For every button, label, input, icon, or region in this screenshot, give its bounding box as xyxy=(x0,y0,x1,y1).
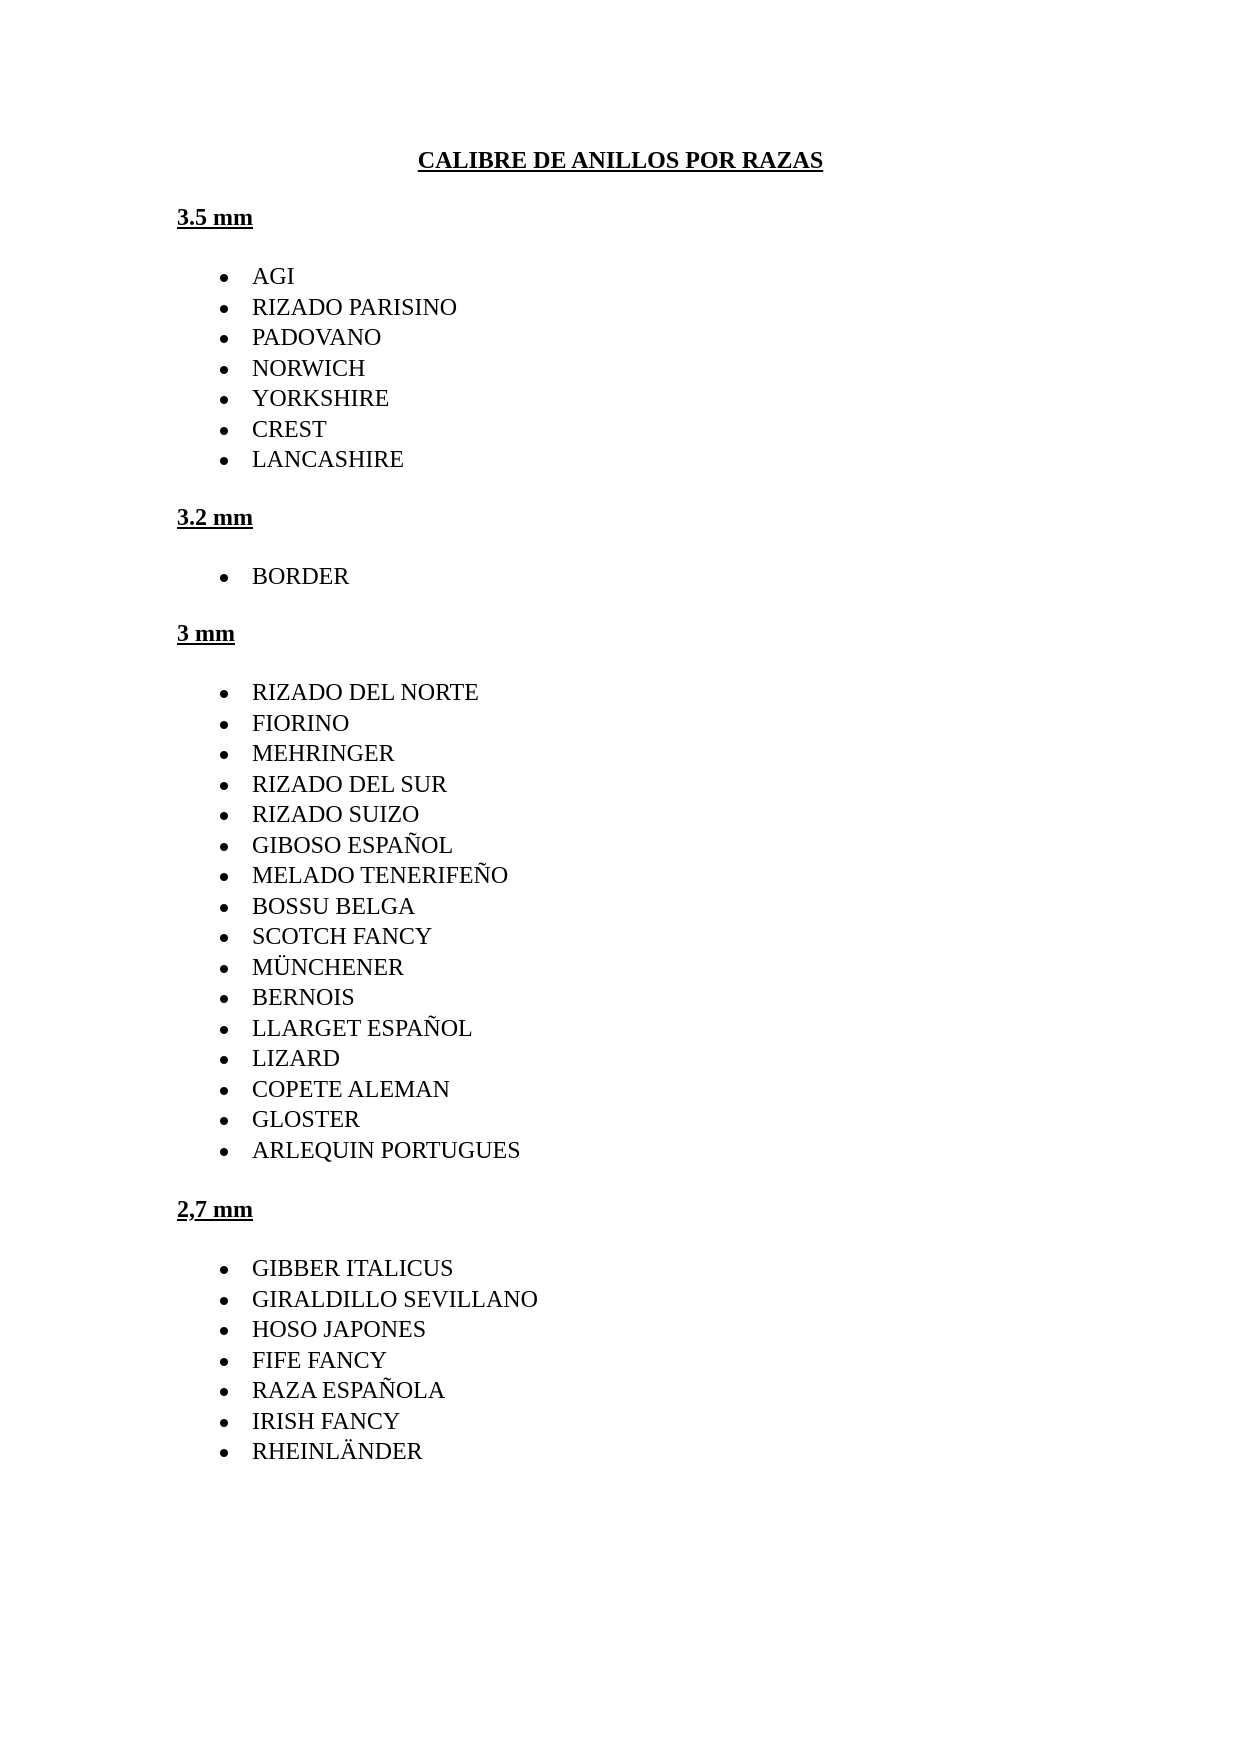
breed-name: AGI xyxy=(252,264,295,290)
bullet-icon xyxy=(220,1327,228,1335)
bullet-icon xyxy=(220,873,228,881)
breed-name: BERNOIS xyxy=(252,985,355,1011)
breed-name: GLOSTER xyxy=(252,1107,360,1133)
bullet-icon xyxy=(220,1297,228,1305)
breed-name: LANCASHIRE xyxy=(252,447,405,473)
bullet-icon xyxy=(220,1148,228,1156)
bullet-icon xyxy=(220,721,228,729)
bullet-icon xyxy=(220,904,228,912)
breed-name: RIZADO DEL SUR xyxy=(252,771,448,798)
breed-name: GIBBER ITALICUS xyxy=(252,1256,454,1282)
bullet-icon xyxy=(220,812,228,820)
bullet-icon xyxy=(220,335,228,343)
bullet-icon xyxy=(220,1087,228,1095)
bullet-icon xyxy=(220,1358,228,1366)
breed-name: GIRALDILLO SEVILLANO xyxy=(252,1286,538,1313)
bullet-icon xyxy=(220,1056,228,1064)
breed-name: BORDER xyxy=(252,564,350,590)
bullet-icon xyxy=(220,1026,228,1034)
bullet-icon xyxy=(220,782,228,790)
breed-name: RIZADO PARISINO xyxy=(252,294,458,321)
page-title: CALIBRE DE ANILLOS POR RAZAS xyxy=(417,148,824,174)
bullet-icon xyxy=(220,1117,228,1125)
breed-name: SCOTCH FANCY xyxy=(252,924,433,950)
breed-name: MELADO TENERIFEÑO xyxy=(252,863,509,889)
breed-name: FIFE FANCY xyxy=(252,1347,387,1374)
section-heading-3mm: 3 mm xyxy=(177,621,235,647)
bullet-icon xyxy=(220,457,228,465)
section-heading-3-2mm: 3.2 mm xyxy=(177,505,253,531)
bullet-icon xyxy=(220,751,228,759)
breed-name: YORKSHIRE xyxy=(252,386,390,412)
breed-name: NORWICH xyxy=(252,355,366,382)
bullet-icon xyxy=(220,396,228,404)
breed-name: COPETE ALEMAN xyxy=(252,1076,450,1103)
breed-name: MÜNCHENER xyxy=(252,954,405,981)
breed-name: RIZADO SUIZO xyxy=(252,802,420,828)
bullet-icon xyxy=(220,427,228,435)
bullet-icon xyxy=(220,1388,228,1396)
breed-name: RAZA ESPAÑOLA xyxy=(252,1378,446,1404)
bullet-icon xyxy=(220,274,228,282)
section-heading-3-5mm: 3.5 mm xyxy=(177,205,253,231)
breed-name: MEHRINGER xyxy=(252,741,395,767)
breed-name: PADOVANO xyxy=(252,325,382,351)
bullet-icon xyxy=(220,1266,228,1274)
bullet-icon xyxy=(220,843,228,851)
bullet-icon xyxy=(220,690,228,698)
bullet-icon xyxy=(220,1449,228,1457)
section-heading-2-7mm: 2,7 mm xyxy=(177,1197,253,1223)
breed-name: LLARGET ESPAÑOL xyxy=(252,1015,473,1042)
bullet-icon xyxy=(220,965,228,973)
bullet-icon xyxy=(220,574,228,582)
breed-name: LIZARD xyxy=(252,1046,340,1072)
breed-name: GIBOSO ESPAÑOL xyxy=(252,832,454,859)
bullet-icon xyxy=(220,305,228,313)
breed-name: ARLEQUIN PORTUGUES xyxy=(252,1137,521,1164)
bullet-icon xyxy=(220,995,228,1003)
bullet-icon xyxy=(220,366,228,374)
breed-name: HOSO JAPONES xyxy=(252,1317,427,1343)
bullet-icon xyxy=(220,934,228,942)
breed-name: RHEINLÄNDER xyxy=(252,1439,423,1465)
bullet-icon xyxy=(220,1419,228,1427)
breed-name: RIZADO DEL NORTE xyxy=(252,680,479,706)
breed-name: CREST xyxy=(252,416,327,443)
breed-name: BOSSU BELGA xyxy=(252,893,416,920)
breed-name: FIORINO xyxy=(252,710,350,737)
breed-name: IRISH FANCY xyxy=(252,1408,401,1435)
